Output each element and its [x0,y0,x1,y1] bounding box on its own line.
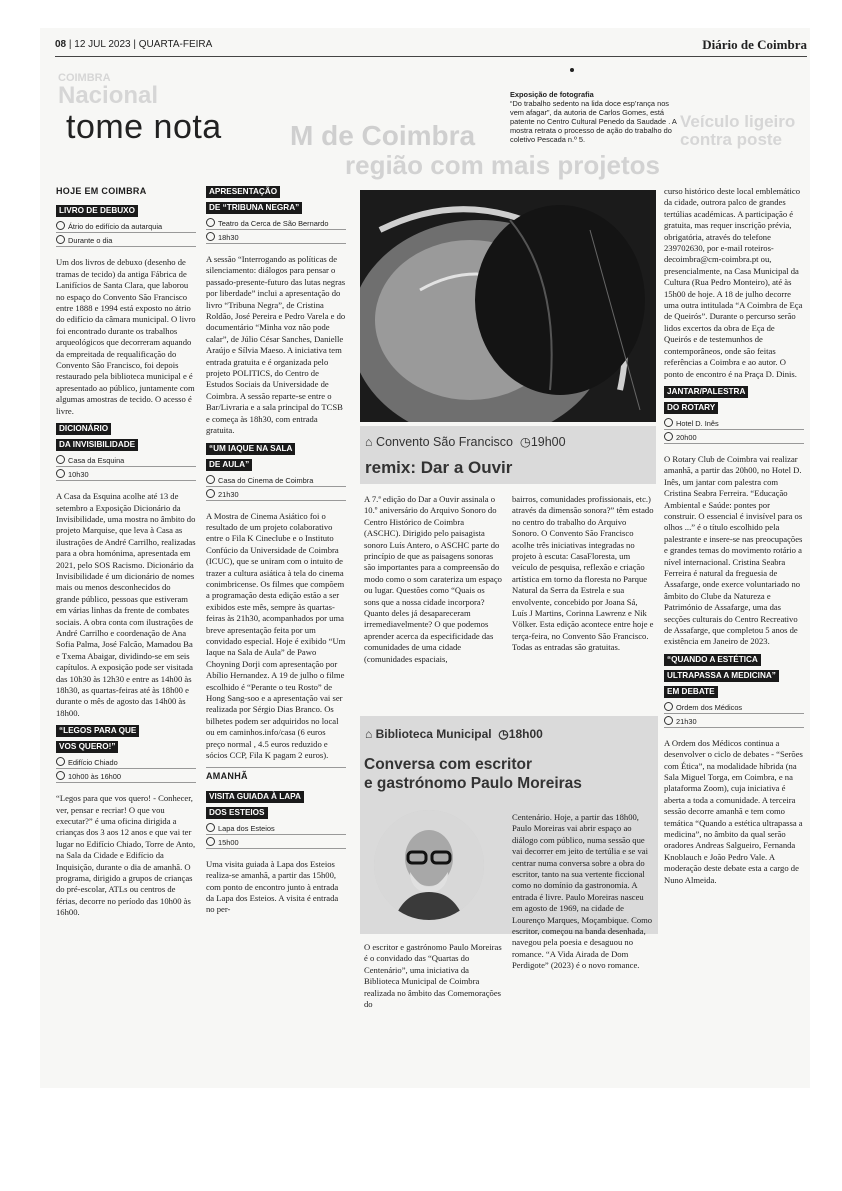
location-icon: ⌂ [365,727,373,741]
photo-exhibition-box [510,90,680,144]
event-time: 18h30 [206,232,346,244]
portrait-illustration [374,810,484,920]
event-body: A Mostra de Cinema Asiático foi o resultado de um projeto colaborativo entre o Fila K Cineclube e o Instituto Confúcio da Universidade de Coimbra (ICUC), que se uniram com o intuito de trazer a cultura asiática à tela do cinema conimbricense. Os filmes que compõem a programação desta edição estão a ser exibidos este mês, sempre às quartas-feiras às 21h30, acompanhados por uma breve apresentação feita por um convidado especial. Hoje é exibido “Um Iaque na Sala de Aula” de Pawo Choyning Dorji com apresentação por Abílio Hernandez. A 19 de julho o filme escolhido é “Perante o teu Rosto” de Hong Sang-soo e a apresentação vai ser realizada por Sérgio Dias Branco. Os bilhetes podem ser adquiridos no local ou em caminhos.info/casa (6 euros preço normal , 4.5 euros reduzido e sócios CCP, Fila K pagam 2 euros). [206,510,346,761]
event-time: 15h00 [206,837,346,849]
exhibition-text: “Do trabalho sedento na lida doce esp’rança nos vem afagar”, da autoria de Carlos Gomes, está patente no Centro Cultural Penedo da Saudade . A mostra retrata o processo de ação do trabalho do coletivo Pescada n.º 5. [510,99,677,144]
location-icon [56,221,65,230]
event-tag-estetica-2: ULTRAPASSA A MEDICINA” [664,670,779,682]
section-amanha: AMANHÃ [206,767,346,782]
paulo-moreiras-portrait [374,810,484,920]
ghost-text: M de Coimbra [290,120,476,151]
event-time: 10h30 [56,469,196,481]
moreiras-venue: ⌂ Biblioteca Municipal ◷18h00 [365,727,543,741]
event-tag-tribuna: APRESENTAÇÃO [206,186,280,198]
event-location: Casa do Cinema de Coimbra [206,475,346,487]
header-rule [55,56,807,57]
event-time: 21h30 [206,489,346,501]
event-tag-lapa-2: DOS ESTEIOS [206,807,268,819]
location-icon [664,418,673,427]
newspaper-logo: Diário de Coimbra [702,37,807,52]
event-location: Casa da Esquina [56,455,196,467]
column-today [56,186,196,925]
event-tag-estetica: “QUANDO A ESTÉTICA [664,654,761,666]
event-time: 20h00 [664,432,804,444]
moreiras-caption: O escritor e gastrónomo Paulo Moreiras é o convidado das “Quartas do Centenário”, uma iniciativa da Biblioteca Municipal de Coimbra realizada no âmbito das Comemorações do [364,942,502,1010]
event-tag-iaque: “UM IAQUE NA SALA [206,443,295,455]
remix-photo [360,190,656,422]
clock-icon: ◷ [519,435,531,449]
location-icon [56,757,65,766]
location-icon [206,218,215,227]
location-icon [56,455,65,464]
event-body: Uma visita guiada à Lapa dos Esteios realiza-se amanhã, a partir das 15h00, com ponto de encontro junto à entrada da Lapa dos Esteios. A visita é entrada no per- [206,858,339,915]
remix-text-1: A 7.ª edição do Dar a Ouvir assinala o 10.º aniversário do Arquivo Sonoro do Centro Histórico de Coimbra (ASCHC). Dirigido pelo paisagista sonoro Luís Antero, o ASCHC parte do princípio de que as paisagens sonoras são importantes para a compreensão do modo como o som carateriza um espaço ou lugar. Questões como “Quais os sons que a nossa cidade incorpora? Quanto deles já desapareceram irremediavelmente? O que podemos aprender acerca da especificidade das comunidades de uma cidade (comunidades espaciais, [364,494,502,664]
column-four [664,186,804,892]
page-info: 08 | 12 JUL 2023 | QUARTA-FEIRA [55,39,213,50]
page-number: 08 [55,39,67,50]
event-tag-dicionario: DICIONÁRIO [56,423,111,435]
event-location: Hotel D. Inês [664,418,804,430]
event-tag-legos-2: VOS QUERO!” [56,741,118,753]
location-icon [664,702,673,711]
ghost-text: contra poste [680,130,783,149]
page-header [55,38,807,54]
event-body: A Ordem dos Médicos continua a desenvolver o ciclo de debates - “Serões com Ética”, na modalidade híbrida (na Sala Miguel Torga, em Coimbra, e na plataforma Zoom), cuja iniciativa é aberta a toda a comunidade. A terceira sessão decorre amanhã e tem como temática “Quando a estética ultrapassa a medicina”, no âmbito da qual serão oradores Andreas Salgueiro, Fernanda Knoblauch e João Pedro Vale. A moderação deste debate esta a cargo de Nuno Almeida. [664,737,803,885]
event-location: Átrio do edifício da autarquia [56,221,196,233]
event-location: Edifício Chiado [56,757,196,769]
clock-icon [56,771,65,780]
page-date: 12 JUL 2023 [74,39,131,50]
event-tag-lapa: VISITA GUIADA À LAPA [206,791,304,803]
event-body: Um dos livros de debuxo (desenho de tramas de tecido) da antiga Fábrica de Lanifícios de Santa Clara, que laborou no espaço do Convento São Francisco entre 1888 e 1994 está exposto no átrio do edifício da câmara municipal. O livro foi encontrado durante os trabalhos arqueológicos que decorreram aquando da empreitada de requalificação do Convento São Francisco, foi depois restaurado pela biblioteca municipal e é apresentado ao público, juntamente com algumas amostras de tecido. O acesso é livre. [56,257,196,416]
remix-venue: ⌂ Convento São Francisco ◷19h00 [365,435,566,449]
visit-continuation: curso histórico deste local emblemático da cidade, outrora palco de grandes tertúlias académicas. A participação é gratuita, mas requer inscrição prévia, obrigatória, através do telefone 239702630, por e-mail roteiros-decoimbra@cm-coimbra.pt ou, presencialmente, na Casa Municipal da Cultura (Rua Pedro Monteiro), até às 15h00 de hoje. A 18 de julho decorre uma outra intitulada “A Coimbra de Eça de Queirós”. Durante o percurso serão lidos excertos da obra de Eça de Queirós e de testemunhos de contemporâneos, onde são feitas referências a Coimbra e ao autor. O ponto de encontro é na Praça D. Dinis. [664,186,803,379]
event-time: Durante o dia [56,235,196,247]
moreiras-title: Conversa com escritor e gastrónomo Paulo Moreiras [364,756,582,792]
remix-title: remix: Dar a Ouvir [365,458,513,477]
event-location: Ordem dos Médicos [664,702,804,714]
ghost-text: Veículo ligeiro [680,112,796,131]
clock-icon [206,837,215,846]
event-body: O Rotary Club de Coimbra vai realizar amanhã, a partir das 20h00, no Hotel D. Inês, um jantar com palestra com Cristina Seabra Ferreira. “Educação Ambiental e Saúde: pontes por construir. O essencial é invisível para os olhos ...” é o título escolhido pela palestrante e insere-se nas preocupações e grandes temas do movimento rotário a nível internacional. Cristina Seabra Ferreira é natural da freguesia de Assafarge, onde exerce voluntariado no âmbito do Clube da Natureza e Património de Assafarge, uma das secções culturais do Centro Recreativo de Assafarge, que completou 5 anos de existência em Janeiro de 2023. [664,453,803,647]
ghost-text: região com mais projetos [345,150,660,180]
location-icon [206,823,215,832]
clock-icon [206,489,215,498]
event-tag-livro: LIVRO DE DEBUXO [56,205,138,217]
event-tag-legos: “LEGOS PARA QUE [56,725,139,737]
event-tag-rotary-2: DO ROTARY [664,402,718,414]
clock-icon [56,469,65,478]
event-location: Teatro da Cerca de São Bernardo [206,218,346,230]
column-two [206,186,346,922]
page-weekday: QUARTA-FEIRA [138,39,213,50]
event-location: Lapa dos Esteios [206,823,346,835]
sound-photo-illustration [360,190,656,422]
location-icon [206,475,215,484]
event-tag-dicionario-2: DA INVISIBILIDADE [56,439,138,451]
event-tag-rotary: JANTAR/PALESTRA [664,386,748,398]
bullet-dot [570,68,574,72]
remix-body-right [512,494,654,660]
event-time: 10h00 às 16h00 [56,771,196,783]
location-icon: ⌂ [365,435,373,449]
ghost-text: COIMBRA [58,72,111,84]
clock-icon [664,432,673,441]
event-body: A Casa da Esquina acolhe até 13 de setembro a Exposição Dicionário da Invisibilidade, uma mostra no âmbito do projeto Marquise, que leva à Casa as ilustrações de André Carrilho, realizadas para a obra homónima, apresentada em 2021, pelo SOS Racismo. Dicionário da Invisibilidade é um dicionário de nomes mais ou menos desconhecidos do grande público, pessoas que estiveram em várias linhas da frente de combates sociais. A obra conta com ilustrações de André Carrilho e coordenação de Ana Sofia Palma, José Falcão, Mamadou Ba e Txema Abaigar, dividindo-se em seis capítulos. A exposição pode ser visitada das 10h30 às 12h30 e entre as 14h00 às 18h30, as quartas-feiras até às 18h00 e durante o mês de agosto das 14h00 às 18h00. [56,491,196,718]
event-body: “Legos para que vos quero! - Conhecer, ver, pensar e recriar! O que vou executar?” é uma oficina dirigida a crianças dos 3 aos 12 anos e que vai ter lugar no Edifício Chiado, Torre de Anto, na Sala da Cidade e Edifício da Inquisição, durante o dia de amanhã. O programa, dirigido a grupos de crianças do pré-escolar, ATLs ou centros de férias, decorre no período das 10h00 às 16h00. [56,793,196,918]
ghost-text: Nacional [58,82,159,109]
event-time: 21h30 [664,716,804,728]
remix-text-2: bairros, comunidades profissionais, etc.) através da dimensão sonora?” têm estado no centro do trabalho do Arquivo Sonoro. O Convento São Francisco acolhe três iniciativas integradas no projeto à escuta: CasaFloresta, um veículo de pesquisa, reflexão e criação artística em torno da floresta no Parque Natural da Serra da Estrela e sua envolvente, concebido por Joana Sá, Luís J Martins, Corinna Lawrenz e Nik Völker. Esta edição acontece entre hoje e terça-feira, no Convento São Francisco. Todas as entradas são gratuitas. [512,494,654,653]
event-tag-estetica-3: EM DEBATE [664,686,718,698]
moreiras-body: Centenário. Hoje, a partir das 18h00, Paulo Moreiras vai abrir espaço ao diálogo com público, numa sessão que vai decorrer em jeito de tertúlia e se vai centrar numa conversa sobre a obra do escritor, tanto na sua vertente ficcional como no domínio da gastronomia. A entrada é livre. Paulo Moreiras nasceu em agosto de 1969, na cidade de Lourenço Marques, Moçambique. Como escritor, começou na banda desenhada, navegou pela poesia e desaguou no romance. “A Vida Airada de Dom Perdigote” (2023) é o novo romance. [512,812,653,971]
moreiras-body-col [512,812,654,978]
section-hoje: HOJE EM COIMBRA [56,186,147,196]
exhibition-heading: Exposição de fotografia [510,90,594,99]
event-tag-tribuna-2: DE “TRIBUNA NEGRA” [206,202,302,214]
clock-icon [664,716,673,725]
clock-icon [206,232,215,241]
section-title: tome nota [66,108,222,146]
clock-icon: ◷ [498,727,509,741]
event-tag-iaque-2: DE AULA” [206,459,252,471]
moreiras-caption-col [364,942,502,1016]
remix-body-left [364,494,502,671]
event-body: A sessão “Interrogando as políticas de silenciamento: diálogos para pensar o passado-presente-futuro das lutas negras por liberdade” inclui a apresentação do livro “Tribuna Negra”, de Cristina Roldão, José Pereira e Pedro Varela e do documentário “Minha voz não pode calar”, de Júlio César Sanches, Danielle Araújo e Sílvia Maeso. A iniciativa tem entrada gratuita e é organizada pelo projeto POLITICS, do Centro de Estudos Sociais da Universidade de Coimbra. A sessão reparte-se entre o Bar/Livraria e a sala principal do TCSB e começa às 18h30, com entrada gratuita. [206,254,346,436]
clock-icon [56,235,65,244]
